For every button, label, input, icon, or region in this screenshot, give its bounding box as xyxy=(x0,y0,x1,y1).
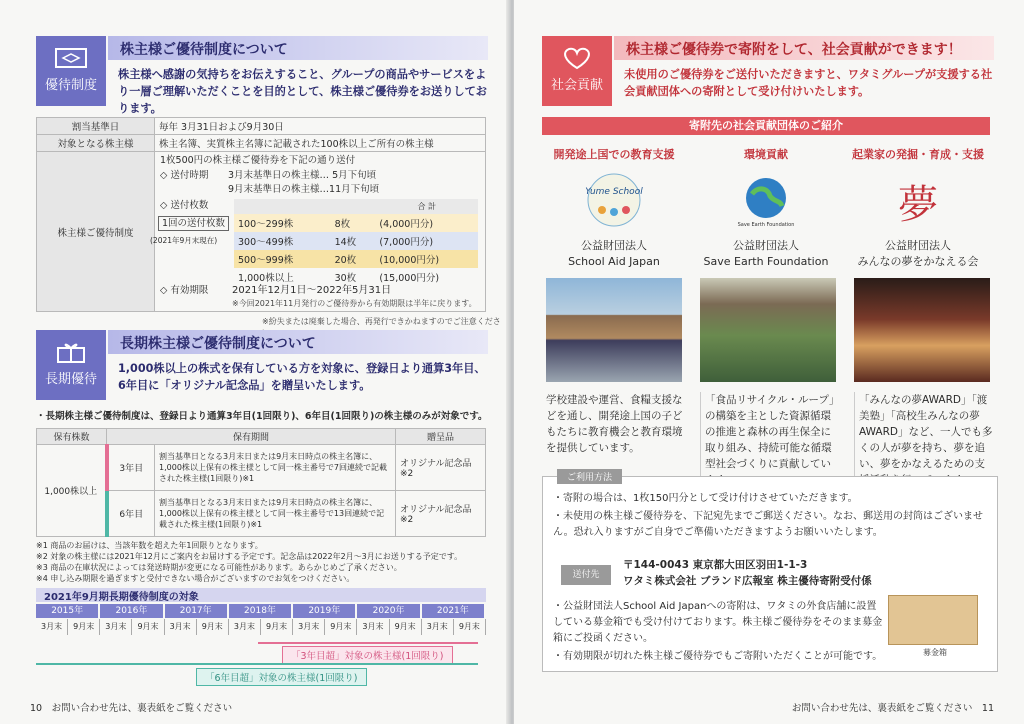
timeline-halves xyxy=(36,619,486,635)
year-cell: 2020年 xyxy=(357,604,419,618)
org-school-aid: 開発途上国での教育支援 Yume School 公益財団法人 School Aid Japan xyxy=(553,148,675,268)
usage-1: ・寄附の場合は、1枚150円分として受け付けさせていただきます。 xyxy=(553,493,858,504)
left-page xyxy=(0,0,510,724)
half-cell: 9月末 xyxy=(68,619,100,635)
half-cell: 9月末 xyxy=(325,619,357,635)
half-cell: 3月末 xyxy=(100,619,132,635)
half-cell: 3月末 xyxy=(422,619,454,635)
tier-total: (10,000円分) xyxy=(375,250,478,268)
count-box: 1回の送付枚数 xyxy=(158,216,229,231)
gift-6: オリジナル記念品※2 xyxy=(396,491,486,537)
arrow-6year xyxy=(36,663,478,665)
tier-qty: 8枚 xyxy=(331,214,376,232)
arrow-6year-label: 「6年目超」対象の株主様(1回限り) xyxy=(196,668,367,686)
tier-qty: 20枚 xyxy=(331,250,376,268)
half-cell: 3月末 xyxy=(36,619,68,635)
long-target: ・長期株主様ご優待制度は、登録日より通算3年目(1回限り)、6年目(1回限り)の株主様のみが対象です。 xyxy=(36,411,488,422)
tier-qty: 30枚 xyxy=(334,273,357,284)
year-cell: 2015年 xyxy=(36,604,98,618)
usage-2: ・未使用の株主様ご優待券を、下記宛先までご郵送ください。なお、郵送用の封筒はございません。恐れ入りますがご自身でご準備いただきますようお願いいたします。 xyxy=(553,511,983,538)
timeline-title: 2021年9月期長期優待制度の対象 xyxy=(36,588,486,602)
long-lead: 1,000株以上の株式を保有している方を対象に、登録日より通算3年目、6年目に「オリジナル記念品」を贈呈いたします。 xyxy=(118,362,486,392)
svg-text:Yume School: Yume School xyxy=(585,187,643,197)
col-shares: 保有株数 xyxy=(37,429,107,445)
right-page xyxy=(514,0,1024,724)
lost-note: ※紛失または廃棄した場合、再発行できかねますのでご注意くださ xyxy=(262,317,501,326)
count-note: (2021年9月末現在) xyxy=(150,236,218,245)
tier-total: (15,000円分) xyxy=(379,273,440,284)
usage-3: ・公益財団法人School Aid Japanへの寄附は、ワタミの外食店舗に設置している募金箱でも受け付けております。株主様ご優待券をそのまま募金箱にご投函ください。 xyxy=(553,601,883,644)
award-photo xyxy=(854,278,990,382)
tier-header: 合 計 xyxy=(375,199,478,214)
long-notes: ※1 商品のお届けは、当該年数を超えた年1回限りとなります。 ※2 対象の株主様には2021年12月にご案内をお届けする予定です。記念品は2022年2月～3月にお送りする予定です。 ※3 商品の在庫状況によっては発送時期が変更になる可能性があります。あらかじめご了承ください。 ※4 申し込み期限を過ぎますと受付できない場合がございますのでお気をつけください。 xyxy=(36,541,463,583)
usage-box xyxy=(542,473,998,672)
year-cell: 2017年 xyxy=(165,604,227,618)
usage-label: ご利用方法 xyxy=(557,469,622,484)
tier-total: (4,000円分) xyxy=(375,214,478,232)
tier-range: 100～299株 xyxy=(234,214,331,232)
yume-logo xyxy=(883,170,953,230)
long-title: 長期株主様ご優待制度について xyxy=(108,330,488,354)
yume-desc: 「みんなの夢AWARD」「渡美塾」「高校生みんなの夢AWARD」など、一人でも多くの人が夢を持ち、夢を追い、夢をかなえるための支 xyxy=(854,392,994,488)
year6: 6年目 xyxy=(107,491,155,537)
half-cell: 3月末 xyxy=(357,619,389,635)
org-band: 寄附先の社会貢献団体のご紹介 xyxy=(542,117,990,135)
org-save-earth: 環境貢献 Save Earth Foundation 公益財団法人 Save Earth Foundation xyxy=(703,148,829,268)
tier-range: 1,000株以上 xyxy=(238,273,294,284)
tier-qty: 14枚 xyxy=(331,232,376,250)
year-cell: 2021年 xyxy=(422,604,484,618)
org-minna-no-yume: 起業家の発掘・育成・支援 夢 公益財団法人 みんなの夢をかなえる会 xyxy=(852,148,984,268)
gift-icon xyxy=(54,340,88,364)
school-desc: 学校建設や運営、食糧支援などを通し、開発途上国の子どもたちに教育機会と教育環境を提供しています。 xyxy=(546,394,683,454)
right-footer: お問い合わせ先は、裏表紙をご覧ください 11 xyxy=(791,703,994,714)
long-badge: 長期優待 xyxy=(36,330,106,400)
half-cell: 3月末 xyxy=(293,619,325,635)
address: 〒144-0043 東京都大田区羽田1-1-3 ワタミ株式会社 ブランド広報室 株主優待寄附受付係 xyxy=(623,559,872,587)
half-cell: 3月末 xyxy=(229,619,261,635)
send-2: 9月末基準日の株主様…11月下旬頃 xyxy=(228,184,380,195)
arrow-3year xyxy=(258,642,478,644)
row-key: 株主様ご優待制度 xyxy=(37,152,155,312)
tier-range: 300～499株 xyxy=(234,232,331,250)
row-key: 割当基準日 xyxy=(37,118,155,135)
benefit-badge: 優待制度 xyxy=(36,36,106,106)
gift-3: オリジナル記念品※2 xyxy=(396,445,486,491)
earth-logo xyxy=(731,170,801,230)
row-value: 株主名簿、実質株主名簿に記載された100株以上ご所有の株主様 xyxy=(155,135,486,152)
forest-photo xyxy=(700,278,836,382)
row-key: 対象となる株主様 xyxy=(37,135,155,152)
half-cell: 9月末 xyxy=(197,619,229,635)
earth-desc: 「食品リサイクル・ループ」の構築を主とした資源循環の推進と森林の再生保全に取り組み、持続可能な循環型社会づくりに貢献してい xyxy=(700,392,840,488)
donation-box-label: 募金箱 xyxy=(923,648,947,657)
half-cell: 3月末 xyxy=(165,619,197,635)
tier-table xyxy=(234,199,478,286)
shares-cell: 1,000株以上 xyxy=(37,445,107,537)
count-label: ◇ 送付枚数 xyxy=(160,200,209,211)
social-badge: 社会貢献 xyxy=(542,36,612,106)
col-period: 保有期間 xyxy=(107,429,396,445)
half-cell: 9月末 xyxy=(454,619,486,635)
col-gift: 贈呈品 xyxy=(396,429,486,445)
send-label: ◇ 送付時期 xyxy=(160,170,209,181)
year-cell: 2018年 xyxy=(229,604,291,618)
long-table xyxy=(36,428,486,537)
svg-text:夢: 夢 xyxy=(898,182,938,228)
benefit-title: 株主様ご優待制度について xyxy=(108,36,488,60)
year-cell: 2019年 xyxy=(293,604,355,618)
year6-desc: 割当基準日となる3月末日または9月末日時点の株主名簿に、1,000株以上保有の株主様として同一株主番号で13回連続で記載された株主様(1回限り)※1 xyxy=(155,491,396,537)
year3: 3年目 xyxy=(107,445,155,491)
tier-range: 500～999株 xyxy=(234,250,331,268)
address-label: 送付先 xyxy=(561,565,611,585)
valid-label: ◇ 有効期限 xyxy=(160,285,209,296)
benefit-line1: 1枚500円の株主様ご優待券を下記の通り送付 xyxy=(160,155,356,166)
left-footer: 10 お問い合わせ先は、裏表紙をご覧ください xyxy=(30,703,233,714)
year3-desc: 割当基準日となる3月末日または9月末日時点の株主名簿に、1,000株以上保有の株主様として同一株主番号で7回連続で記載された株主様(1回限り)※1 xyxy=(155,445,396,491)
svg-text:Save Earth Foundation: Save Earth Foundation xyxy=(737,222,795,228)
social-title: 株主様ご優待券で寄附をして、社会貢献ができます！ xyxy=(614,36,994,60)
send-1: 3月末基準日の株主様… 5月下旬頃 xyxy=(228,170,377,181)
arrow-3year-label: 「3年目超」対象の株主様(1回限り) xyxy=(282,646,453,664)
yume-school-logo xyxy=(579,170,649,230)
half-cell: 9月末 xyxy=(390,619,422,635)
year-cell: 2016年 xyxy=(100,604,162,618)
valid-note: ※今回2021年11月発行のご優待券から有効期限は半年に戻ります。 xyxy=(232,299,477,308)
ticket-icon xyxy=(54,46,88,70)
half-cell: 9月末 xyxy=(261,619,293,635)
school-photo xyxy=(546,278,682,382)
timeline-years xyxy=(36,604,486,618)
social-lead: 未使用のご優待券をご送付いただきますと、ワタミグループが支援する社会貢献団体への寄附として受け付けいたします。 xyxy=(624,68,993,98)
benefit-lead: 株主様へ感謝の気持ちをお伝えすること、グループの商品やサービスをより一層ご理解いただくことを目的として、株主様ご優待券をお送りしております。 xyxy=(118,68,487,115)
donation-box-image xyxy=(888,595,978,645)
tier-total: (7,000円分) xyxy=(375,232,478,250)
row-value: 毎年 3月31日および9月30日 xyxy=(155,118,486,135)
heart-handshake-icon xyxy=(560,46,594,70)
half-cell: 9月末 xyxy=(132,619,164,635)
valid-value: 2021年12月1日～2022年5月31日 xyxy=(232,285,392,296)
usage-4: ・有効期限が切れた株主様ご優待券でもご寄附いただくことが可能です。 xyxy=(553,651,883,662)
